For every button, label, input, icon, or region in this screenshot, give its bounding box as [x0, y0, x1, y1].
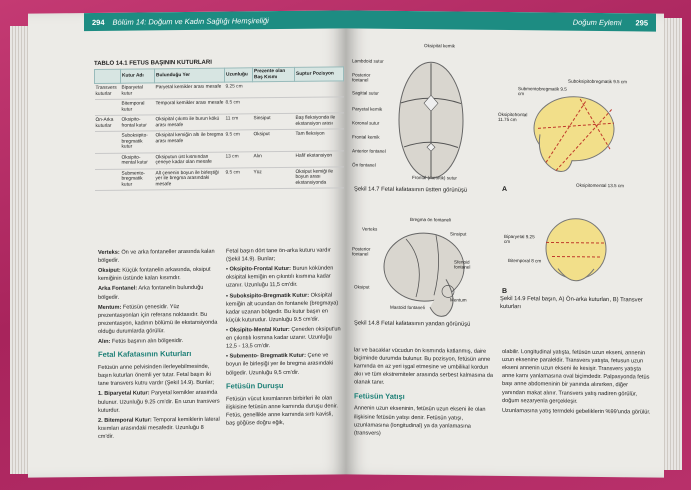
table-cell — [95, 153, 121, 169]
table-cell: Baş fleksiyonda ile ekstansiyon arası — [295, 113, 344, 130]
list-item: • Submento- Bregmatik Kutur: Çene ve boyun ile birleşiği yer ile bregma arasındaki bölgedir. Uzunluğu 9,5 cm'dir. — [226, 352, 334, 377]
table-cell: 11 cm — [225, 114, 253, 130]
suture-list — [226, 265, 342, 378]
open-textbook — [10, 8, 682, 484]
right-chapter-title: Doğum Eylemi — [572, 17, 622, 27]
right-running-head — [346, 10, 656, 31]
fig7-label: Frontal (metotik) sutur — [412, 175, 457, 181]
table-header: Kutur Adı — [121, 69, 155, 83]
fetal-head-table — [94, 58, 344, 191]
fig7-label: Anterior fontanel — [352, 148, 386, 154]
left-chapter-title: Bölüm 14: Doğum ve Kadın Sağlığı Hemşireliği — [112, 15, 269, 27]
table-cell: 13 cm — [225, 151, 253, 167]
table-cell: Tam fleksiyon — [295, 129, 344, 151]
left-page-number: 294 — [92, 17, 105, 27]
paragraph: Arka Fontanel: Arka fontanelin bulunduğu bölgedir. — [98, 285, 204, 301]
table-cell: 9.5 cm — [225, 168, 253, 190]
table-cell: Sinsiput — [253, 113, 295, 129]
left-column-2 — [226, 246, 342, 429]
table-cell: Oksipital kemiğin altı ile bregma arası mesafe — [155, 130, 225, 152]
fig8-label: Verteks — [362, 226, 378, 232]
table-cell: Ön-Arka kuturlar — [95, 115, 121, 131]
table-cell: Oksiputun üst kısmından çeneye kadar olan mesafe — [155, 152, 225, 169]
table-cell — [295, 81, 344, 98]
table-cell: Alt çenenin boyun ile birleştiği yer ile bregma arasındaki mesafe — [155, 168, 225, 190]
fig8-label: Oksiput — [354, 284, 370, 290]
fig7-label: Paryetal kemik — [352, 106, 383, 112]
paragraph: Fetüsün vücut kısımlarının birbirleri ile olan ilişkisine fetüsün anne karnında duruşu denir. Fetüs, genellikle anne karnında sırtı kavisli, baş göğüse doğru eğik, — [226, 394, 338, 427]
paragraph: Uzunlamasına yatış termdeki gebeliklerin %99'unda görülür. — [502, 407, 651, 416]
table-title: TABLO 14.1 FETUS BAŞININ KUTURLARI — [94, 59, 212, 67]
figure-caption: Şekil 14.9 Fetal başın, A) Ön-arka kuturları, B) Transver kuturları — [500, 295, 643, 310]
table-cell: Yüz — [253, 167, 295, 189]
table-cell — [95, 169, 121, 191]
list-item: 2. Bitemporal Kutur: Temporal kemiklerin lateral kısımları arasındaki mesafedir. Uzunluğu 8 cm'dir. — [98, 416, 220, 440]
paragraph: Oksiput: Küçük fontanelin arkasında, oksiput kemiğinin üstünde kalan kısımdır. — [98, 266, 211, 283]
right-column-1 — [354, 346, 494, 440]
page-edges-right — [662, 18, 682, 470]
fig7-label: Sagittal sutur — [352, 90, 379, 96]
fig7-label: Lambdoid sutur — [352, 58, 384, 64]
list-item: • Suboksipito-Bregmatik Kutur: Oksipital kemiğin alt ucundan ön fontanele (bregmaya) kadar uzanan bölgedir. Bu kutur başın en küçük kuturudur. Uzunluğu 9.5 cm'dir. — [226, 292, 339, 324]
fig7-label: Koronal sutur — [352, 120, 380, 126]
fig9-label: Suboksipitobregmatik 9.5 cm — [568, 78, 627, 85]
section-heading: Fetüsün Yatışı — [354, 390, 405, 401]
right-page-number: 295 — [635, 17, 648, 27]
head-ap-diameters-figure — [516, 88, 626, 179]
left-page — [28, 10, 346, 477]
table-cell: Hafif ekstansiyon — [295, 151, 344, 168]
paragraph: Alın: Fetüs başının alın bölgesidir. — [98, 338, 184, 346]
paragraph: Annenin uzun ekseninin, fetüsün uzun ekseni ile olan ilişkisine fetüsün yatışı denir. Fetüsün yatışı, uzunlamasına (longitudinal) ya da yanlamasına (transvers) — [354, 405, 486, 437]
table-cell: Submento-bregmatik kutur — [121, 169, 155, 191]
table-header: Bulunduğu Yer — [155, 68, 225, 83]
paragraph: Fetüsün anne pelvisinden ilerleyebilmesinde, başın kuturları önemli yer tutar. Fetal başın iki tane transvers kutru vardır (Şekil 14.9). Bunlar; — [98, 363, 214, 388]
figure-caption: Şekil 14.8 Fetal kafatasının yandan görünüşü — [354, 320, 471, 328]
table-cell: Oksipito-frontal kutur — [121, 115, 155, 131]
table-header: Suptur Pozisyon — [295, 67, 344, 82]
fig8-label: Sfenoid fontanel — [454, 259, 471, 270]
left-running-head — [84, 10, 346, 31]
figure-caption: Şekil 14.7 Fetal kafatasının üstten görünüşü — [354, 186, 468, 194]
fig8-label: Mentum — [450, 297, 467, 303]
fig9-letter-b: B — [502, 287, 508, 296]
table-header: Prezente olan Baş Kısmı — [253, 67, 295, 81]
table-row — [95, 167, 344, 191]
table-cell: Oksiput — [253, 129, 295, 151]
table-cell — [253, 97, 295, 113]
page-edges-left — [10, 26, 30, 474]
fig9-label: Biparyetal 9.25 cm — [504, 233, 535, 245]
paragraph: lar ve bacaklar vücudun ön kısmında katlanmış, daire biçiminde durumda bulunur. Bu pozisyon, fetüsün anne karnında en az yeri işgal etmesine ve umbilikal kordun akıı ve tüm ekstremiteler arasında serbest kalmasına da olanak tanır. — [354, 347, 493, 387]
list-item: 1. Biparyetal Kutur: Paryetal kemikler arasında bulunur. Uzunluğu 9.25 cm'dir. En uzun transvers kuturdur. — [98, 390, 220, 414]
table-cell: Alın — [253, 151, 295, 167]
table-cell: Paryetal kemikler arası mesafe — [155, 82, 225, 99]
table-cell: 8.5 cm — [225, 98, 253, 114]
table-header: Uzunluğu — [225, 68, 253, 82]
table-cell — [95, 131, 121, 153]
fig7-label: Frontal kemik — [352, 134, 380, 140]
fig8-label: Sinsiput — [450, 231, 467, 237]
paragraph: Verteks: Ön ve arka fontaneller arasında kalan bölgedir. — [98, 248, 215, 265]
left-column-1 — [98, 248, 220, 443]
paragraph: Mentum: Fetüsün çenesidir. Yüz prezentasyonları için referans noktasıdır. Bu prezentasyon, kadının bölümü ile ekstansiyonda olduğu durumlarda görülür. — [98, 303, 218, 335]
table-cell: Transvers kuturlar — [95, 83, 121, 99]
table-row — [95, 129, 344, 153]
head-transverse-diameters-figure — [536, 212, 616, 293]
sutures-table — [94, 66, 344, 191]
table-cell: Oksipito-mental kutur — [121, 153, 155, 169]
table-cell: Temporal kemikler arası mesafe — [155, 98, 225, 115]
table-cell: 9.25 cm — [225, 82, 253, 98]
fig9-label: Oksipitomental 13.5 cm — [576, 182, 624, 189]
table-cell: Oksipital çıkıntı ile burun kökü arası mesafe — [155, 114, 225, 131]
paragraph: Fetal başın dört tane ön-arka kuturu vardır (Şekil 14.9). Bunlar; — [226, 247, 331, 263]
skull-top-view-figure — [386, 55, 476, 186]
table-cell: Biparyetal kutur — [121, 83, 155, 99]
fig7-label: Posterior fontanel — [352, 72, 371, 83]
table-cell: Suboksipito-bregmatik kutur — [121, 131, 155, 153]
table-header — [95, 69, 121, 83]
fig9-label: Submentobregmatik 9.5 cm — [518, 86, 567, 97]
table-cell — [253, 81, 295, 97]
fig7-label: Ön fontanel — [352, 162, 376, 168]
table-cell — [295, 97, 344, 114]
table-cell: 9.5 cm — [225, 130, 253, 152]
section-heading: Fetal Kafatasının Kuturları — [98, 349, 192, 360]
right-column-2 — [502, 348, 652, 418]
right-page — [346, 10, 664, 477]
list-item: • Oksipito-Mental Kutur: Çeneden oksiput'un en çıkıntılı kısmına kadar uzanır. Uzunluğu 12,5 - 13,5 cm'dir. — [226, 326, 341, 350]
fig9-label: Oksipitofrontal 11.75 cm — [498, 111, 528, 123]
paragraph: olabilir. Longitudinal yatışta, fetüsün uzun ekseni, annenin uzun eksenine paraleldir. Transvers yatışta, fetusun uzun ekseni annenin uzun ekseni ile kesişir. Transvers yatışta anne karnı yanlamasına oval biçimdedir. Palpasyonda fetüs başı anne abdomeninin bir yanında alınırken, diğer yanından makat alınır. Transvers yatış nadiren görülür, doğum sezaryenla gerçekleşir. — [502, 348, 650, 405]
table-cell: Oksiput kemiği ile boyun arası ekstansiyonda — [295, 167, 344, 189]
fig8-label: Posterior fontanel — [352, 246, 371, 257]
fig8-label: Bregma ön fontaneli — [410, 217, 452, 223]
table-cell: Bitemporal kutur — [121, 99, 155, 115]
list-item: • Oksipito-Frontal Kutur: Burun kökünden oksipital kemiğin en çıkıntılı kısmına kadar uzanır. Uzunluğu 11,5 cm'dir. — [226, 265, 334, 290]
fig9-label: Bitemporal 8 cm — [508, 258, 542, 264]
fig8-label: Mastoid fontaneli — [390, 304, 425, 311]
fig9-letter-a: A — [502, 185, 508, 194]
fig7-label: Oksipital kemik — [424, 43, 455, 49]
section-heading: Fetüsün Duruşu — [226, 380, 284, 391]
table-cell — [95, 99, 121, 115]
